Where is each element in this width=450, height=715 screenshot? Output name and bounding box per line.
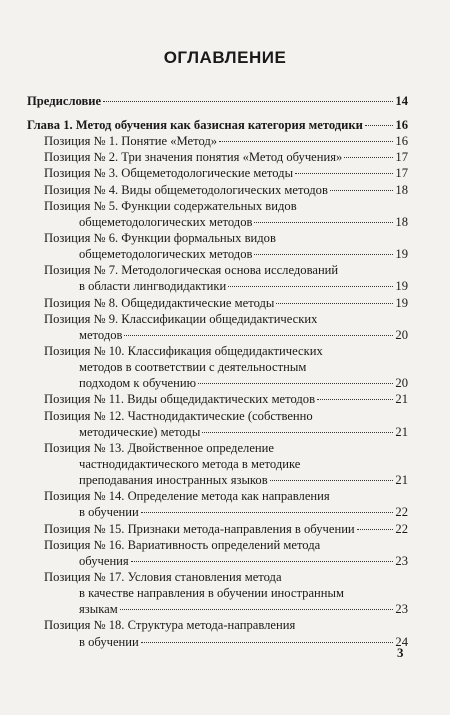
leader-dots	[124, 335, 393, 336]
toc-entry-text: Глава 1. Метод обучения как базисная категория методики	[27, 118, 363, 132]
toc-entry	[27, 165, 408, 182]
leader-dots	[276, 303, 393, 304]
toc-entry	[27, 391, 408, 408]
toc-entry-text: Позиция № 14. Определение метода как направления	[44, 489, 330, 503]
toc-entry-page: 20	[395, 328, 408, 342]
toc-entry-page: 17	[395, 150, 408, 164]
leader-dots	[202, 432, 393, 433]
toc-entry-page: 17	[395, 166, 408, 180]
toc-entry-text: Позиция № 4. Виды общеметодологических методов	[44, 183, 328, 197]
toc-entry-page: 23	[395, 554, 408, 568]
leader-dots	[317, 399, 393, 400]
toc-entry-text: Позиция № 9. Классификации общедидактических	[44, 312, 318, 326]
leader-dots	[295, 173, 393, 174]
toc-entry-page: 21	[395, 392, 408, 406]
toc-entry	[27, 504, 408, 521]
leader-dots	[120, 609, 394, 610]
leader-dots	[254, 254, 393, 255]
toc-entry	[27, 214, 408, 231]
leader-dots	[270, 480, 394, 481]
toc-entry	[27, 133, 408, 150]
toc-entry-page: 16	[395, 134, 408, 148]
toc-entry-text: частнодидактического метода в методике	[79, 457, 301, 471]
toc-entry-text: Позиция № 13. Двойственное определение	[44, 441, 274, 455]
toc-entry	[27, 634, 408, 651]
toc-entry	[27, 295, 408, 312]
toc-entry-page: 20	[395, 376, 408, 390]
leader-dots	[228, 286, 393, 287]
toc-entry	[27, 537, 408, 554]
toc-entry	[27, 198, 408, 215]
toc-entry-text: общеметодологических методов	[79, 215, 253, 229]
toc-entry-page: 16	[395, 118, 408, 132]
toc-entry-page: 18	[395, 183, 408, 197]
toc-entry-text: языкам	[79, 602, 118, 616]
toc-entry-text: Предисловие	[27, 94, 102, 108]
toc-entry-page: 14	[395, 94, 408, 108]
toc-entry-text: Позиция № 6. Функции формальных видов	[44, 231, 276, 245]
toc-entry-text: в качестве направления в обучении иностранным	[79, 586, 344, 600]
toc-entry-text: методов в соответствии с деятельностным	[79, 360, 307, 374]
leader-dots	[357, 529, 394, 530]
leader-dots	[141, 642, 394, 643]
toc-entry-page: 24	[395, 635, 408, 649]
toc-entry-text: методические) методы	[79, 425, 201, 439]
leader-dots	[141, 512, 394, 513]
toc-entry-text: обучения	[79, 554, 129, 568]
toc-entry-text: Позиция № 3. Общеметодологические методы	[44, 166, 294, 180]
toc-entry	[27, 601, 408, 618]
toc-entry	[27, 424, 408, 441]
page-number: 3	[397, 645, 404, 660]
toc-entry	[27, 408, 408, 425]
toc-entry-text: Позиция № 5. Функции содержательных видов	[44, 199, 297, 213]
leader-dots	[344, 157, 393, 158]
leader-dots	[365, 125, 393, 126]
toc-entry	[27, 311, 408, 328]
toc-entry-text: Позиция № 1. Понятие «Метод»	[44, 134, 218, 148]
toc-entry-page: 19	[395, 296, 408, 310]
toc-entry-page: 22	[395, 505, 408, 519]
toc-entry	[27, 375, 408, 392]
toc-entry-text: Позиция № 12. Частнодидактические (собственно	[44, 409, 313, 423]
toc-entry-page: 22	[395, 522, 408, 536]
leader-dots	[103, 101, 393, 102]
toc-entry-page: 18	[395, 215, 408, 229]
toc-entry-text: Позиция № 8. Общедидактические методы	[44, 296, 275, 310]
toc-entry	[27, 585, 408, 602]
toc-entry	[27, 359, 408, 376]
toc-entry	[27, 262, 408, 279]
toc-entry	[27, 278, 408, 295]
toc-entry-text: в обучении	[79, 635, 139, 649]
toc-entry	[27, 488, 408, 505]
toc-entry	[27, 93, 408, 110]
toc-entry	[27, 456, 408, 473]
leader-dots	[131, 561, 394, 562]
toc-entry-page: 19	[395, 247, 408, 261]
toc-entry-text: методов	[79, 328, 123, 342]
toc-entry	[27, 117, 408, 134]
toc-entry	[27, 246, 408, 263]
toc-entry-text: Позиция № 16. Вариативность определений метода	[44, 538, 321, 552]
toc-entry-text: Позиция № 7. Методологическая основа исследований	[44, 263, 339, 277]
page-title: ОГЛАВЛЕНИЕ	[163, 48, 287, 67]
toc-entry-text: преподавания иностранных языков	[79, 473, 268, 487]
toc-entry	[27, 343, 408, 360]
toc-entry-text: Позиция № 11. Виды общедидактических методов	[44, 392, 316, 406]
leader-dots	[219, 141, 393, 142]
toc-entry	[27, 553, 408, 570]
toc-entry-text: Позиция № 10. Классификация общедидактических	[44, 344, 323, 358]
toc-entry-text: Позиция № 15. Признаки метода-направления в обучении	[44, 522, 355, 536]
toc-entry-page: 21	[395, 473, 408, 487]
toc-entry-text: Позиция № 2. Три значения понятия «Метод обучения»	[44, 150, 343, 164]
toc-entry	[27, 617, 408, 634]
toc-entry-page: 21	[395, 425, 408, 439]
toc-entry	[27, 182, 408, 199]
toc-entry	[27, 327, 408, 344]
leader-dots	[330, 190, 394, 191]
leader-dots	[198, 383, 393, 384]
toc-entry-text: в области лингводидактики	[79, 279, 227, 293]
toc-entry	[27, 230, 408, 247]
toc-entry	[27, 569, 408, 586]
toc-entry-text: Позиция № 18. Структура метода-направления	[44, 618, 296, 632]
toc-entry	[27, 472, 408, 489]
toc-entry-page: 19	[395, 279, 408, 293]
toc-entry-text: общеметодологических методов	[79, 247, 253, 261]
toc-entry	[27, 440, 408, 457]
toc-entry	[27, 149, 408, 166]
leader-dots	[254, 222, 393, 223]
toc-entry-text: подходом к обучению	[79, 376, 197, 390]
toc-entry	[27, 521, 408, 538]
toc-entry-text: в обучении	[79, 505, 139, 519]
toc-entry-page: 23	[395, 602, 408, 616]
toc-entry-text: Позиция № 17. Условия становления метода	[44, 570, 282, 584]
